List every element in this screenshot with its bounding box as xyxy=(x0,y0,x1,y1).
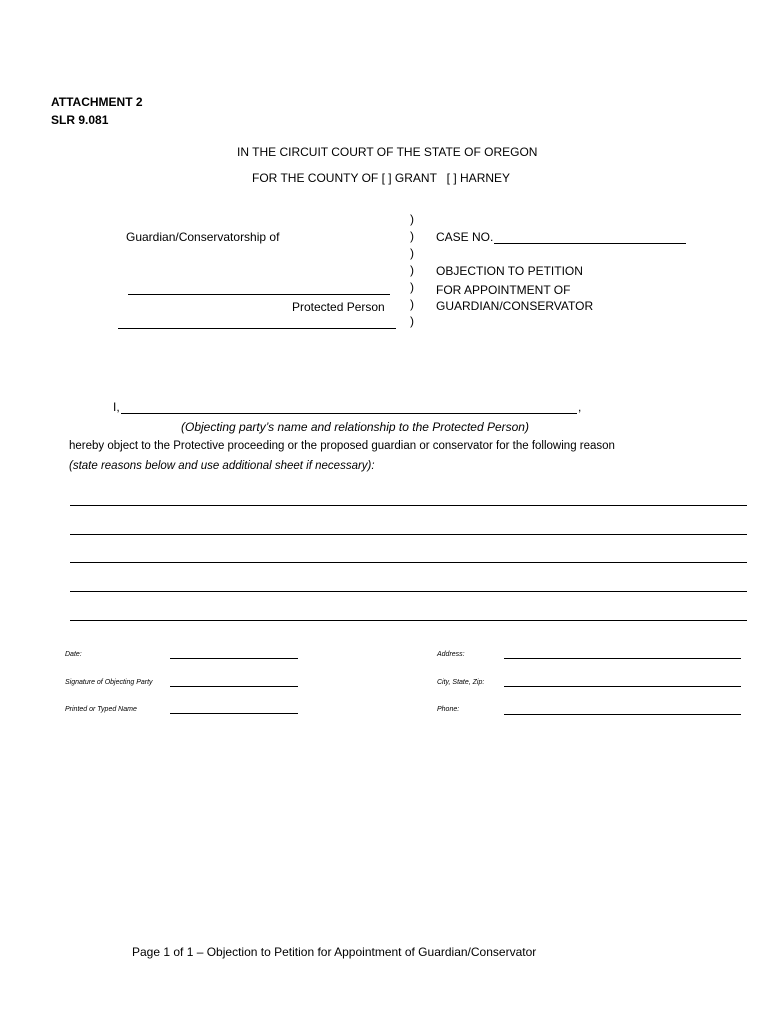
reason-line[interactable] xyxy=(70,505,747,506)
case-no-line[interactable] xyxy=(494,243,686,244)
objecting-party-name-line[interactable] xyxy=(121,413,577,414)
printed-name-line[interactable] xyxy=(170,713,298,714)
printed-name-label: Printed or Typed Name xyxy=(65,706,137,713)
protected-person-name-line[interactable] xyxy=(128,294,390,295)
reason-line[interactable] xyxy=(70,620,747,621)
reason-line[interactable] xyxy=(70,562,747,563)
caption-paren: ) xyxy=(410,280,414,294)
name-line-comma: , xyxy=(578,400,582,414)
caption-paren: ) xyxy=(410,212,414,226)
reason-line[interactable] xyxy=(70,534,747,535)
rule-number: SLR 9.081 xyxy=(51,113,109,127)
page-footer: Page 1 of 1 – Objection to Petition for Appointment of Guardian/Conservator xyxy=(132,945,537,959)
city-state-zip-label: City, State, Zip: xyxy=(437,679,485,686)
address-label: Address: xyxy=(437,651,465,658)
phone-label: Phone: xyxy=(437,706,460,713)
matter-label: Guardian/Conservatorship of xyxy=(126,230,280,244)
caption-paren: ) xyxy=(410,229,414,243)
caption-paren: ) xyxy=(410,263,414,277)
case-no-label: CASE NO. xyxy=(436,230,494,244)
attachment-label: ATTACHMENT 2 xyxy=(51,95,143,109)
document-title-line2: FOR APPOINTMENT OF xyxy=(436,283,571,297)
objection-instructions: (state reasons below and use additional sheet if necessary): xyxy=(69,460,375,472)
county-selection: FOR THE COUNTY OF [ ] GRANT [ ] HARNEY xyxy=(252,171,511,185)
name-hint: (Objecting party’s name and relationship to the Protected Person) xyxy=(181,420,529,434)
objection-statement: hereby object to the Protective proceeding or the proposed guardian or conservator for the following reason xyxy=(69,440,615,452)
city-state-zip-line[interactable] xyxy=(504,686,741,687)
document-title-line3: GUARDIAN/CONSERVATOR xyxy=(436,299,594,313)
address-line[interactable] xyxy=(504,658,741,659)
caption-paren: ) xyxy=(410,246,414,260)
phone-line[interactable] xyxy=(504,714,741,715)
caption-paren: ) xyxy=(410,297,414,311)
signature-label: Signature of Objecting Party xyxy=(65,679,153,686)
protected-person-label: Protected Person xyxy=(292,300,385,314)
document-title-line1: OBJECTION TO PETITION xyxy=(436,264,583,278)
signature-line[interactable] xyxy=(170,686,298,687)
court-title: IN THE CIRCUIT COURT OF THE STATE OF OREGON xyxy=(237,145,538,159)
caption-bottom-line[interactable] xyxy=(118,328,396,329)
i-prefix: I, xyxy=(113,400,120,414)
reason-line[interactable] xyxy=(70,591,747,592)
date-line[interactable] xyxy=(170,658,298,659)
caption-paren: ) xyxy=(410,314,414,328)
date-label: Date: xyxy=(65,651,82,658)
